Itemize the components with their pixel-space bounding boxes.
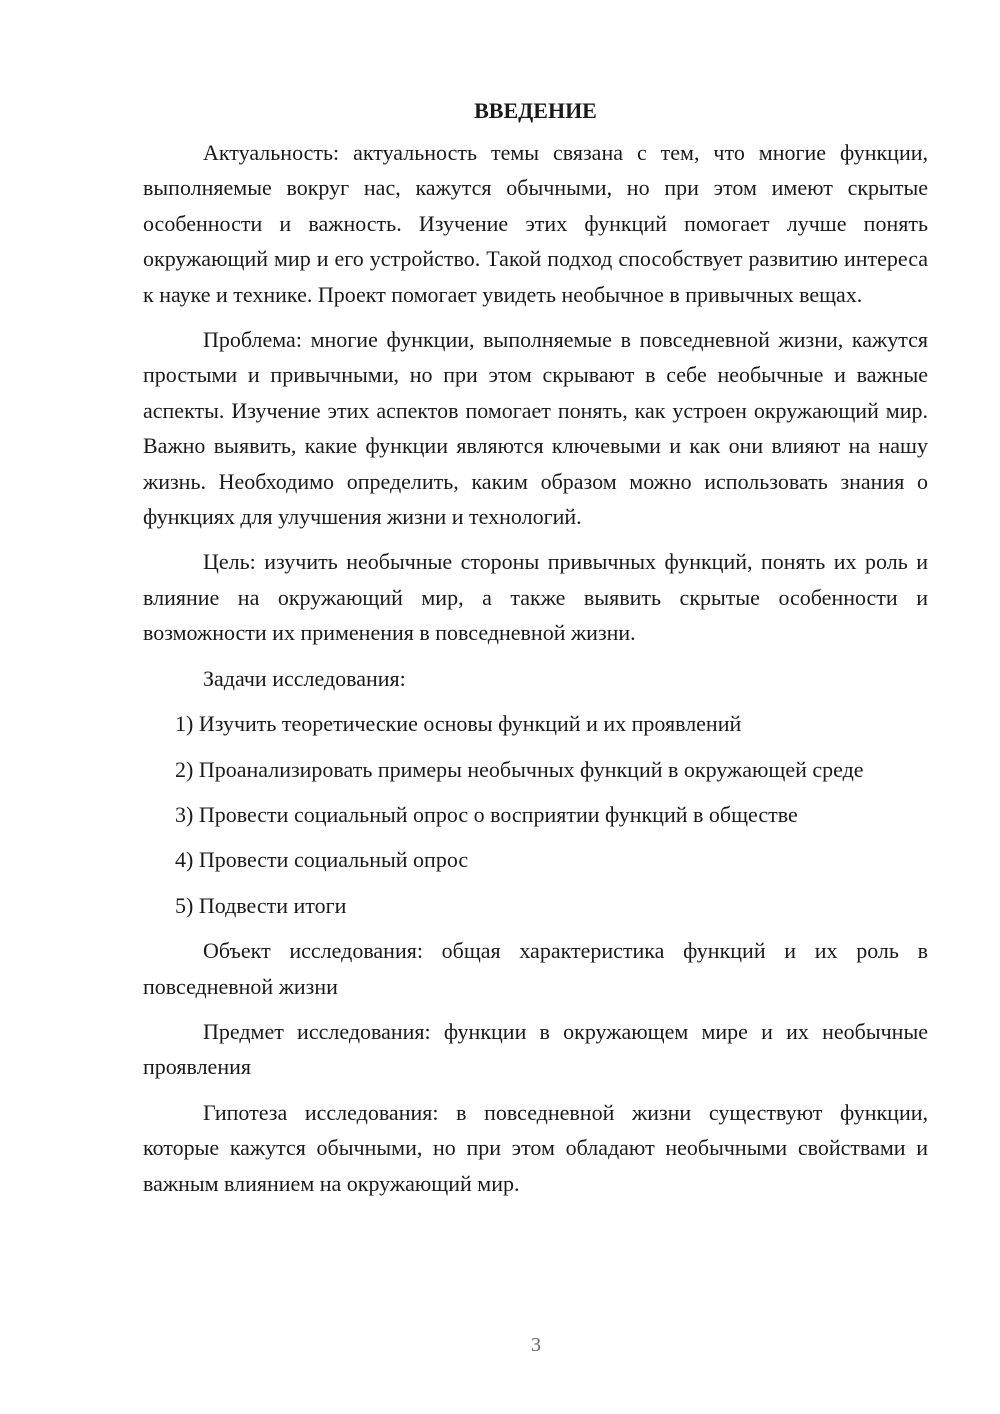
problem-paragraph: Проблема: многие функции, выполняемые в повседневной жизни, кажутся простыми и привычными, но при этом скрывают в себе необычные и важные аспекты. Изучение этих аспектов помогает понять, как устроен окружающий мир. Важно выявить, какие функции являются ключевыми и как они влияют на нашу жизнь. Необходимо определить, каким образом можно использовать знания о функциях для улучшения жизни и технологий. (143, 327, 928, 530)
list-item: 2) Проанализировать примеры необычных функций в окружающей среде (175, 756, 864, 782)
hypothesis-paragraph: Гипотеза исследования: в повседневной жизни существуют функции, которые кажутся обычными, но при этом обладают необычными свойствами и важным влиянием на окружающий мир. (143, 1099, 928, 1196)
list-item: 3) Провести социальный опрос о восприятии функций в обществе (175, 801, 798, 827)
subject-paragraph: Предмет исследования: функции в окружающем мире и их необычные проявления (143, 1018, 928, 1080)
object-paragraph: Объект исследования: общая характеристика функций и их роль в повседневной жизни (143, 938, 928, 999)
page-title: ВВЕДЕНИЕ (474, 98, 597, 123)
page-number: 3 (531, 1334, 541, 1356)
relevance-paragraph: Актуальность: актуальность темы связана с тем, что многие функции, выполняемые вокруг нас, кажутся обычными, но при этом имеют скрытые особенности и важность. Изучение этих функций помогает лучше понять окружающий мир и его устройство. Такой подход способствует развитию интереса к науке и технике. Проект помогает увидеть необычное в привычных вещах. (143, 140, 928, 307)
tasks-list (143, 706, 928, 923)
list-item: 5) Подвести итоги (175, 892, 347, 918)
list-item: 1) Изучить теоретические основы функций и их проявлений (175, 711, 742, 737)
goal-paragraph: Цель: изучить необычные стороны привычных функций, понять их роль и влияние на окружающий мир, а также выявить скрытые особенности и возможности их применения в повседневной жизни. (143, 549, 928, 646)
document-page (143, 95, 928, 1211)
list-item: 4) Провести социальный опрос (175, 847, 469, 873)
tasks-title: Задачи исследования: (203, 665, 406, 691)
